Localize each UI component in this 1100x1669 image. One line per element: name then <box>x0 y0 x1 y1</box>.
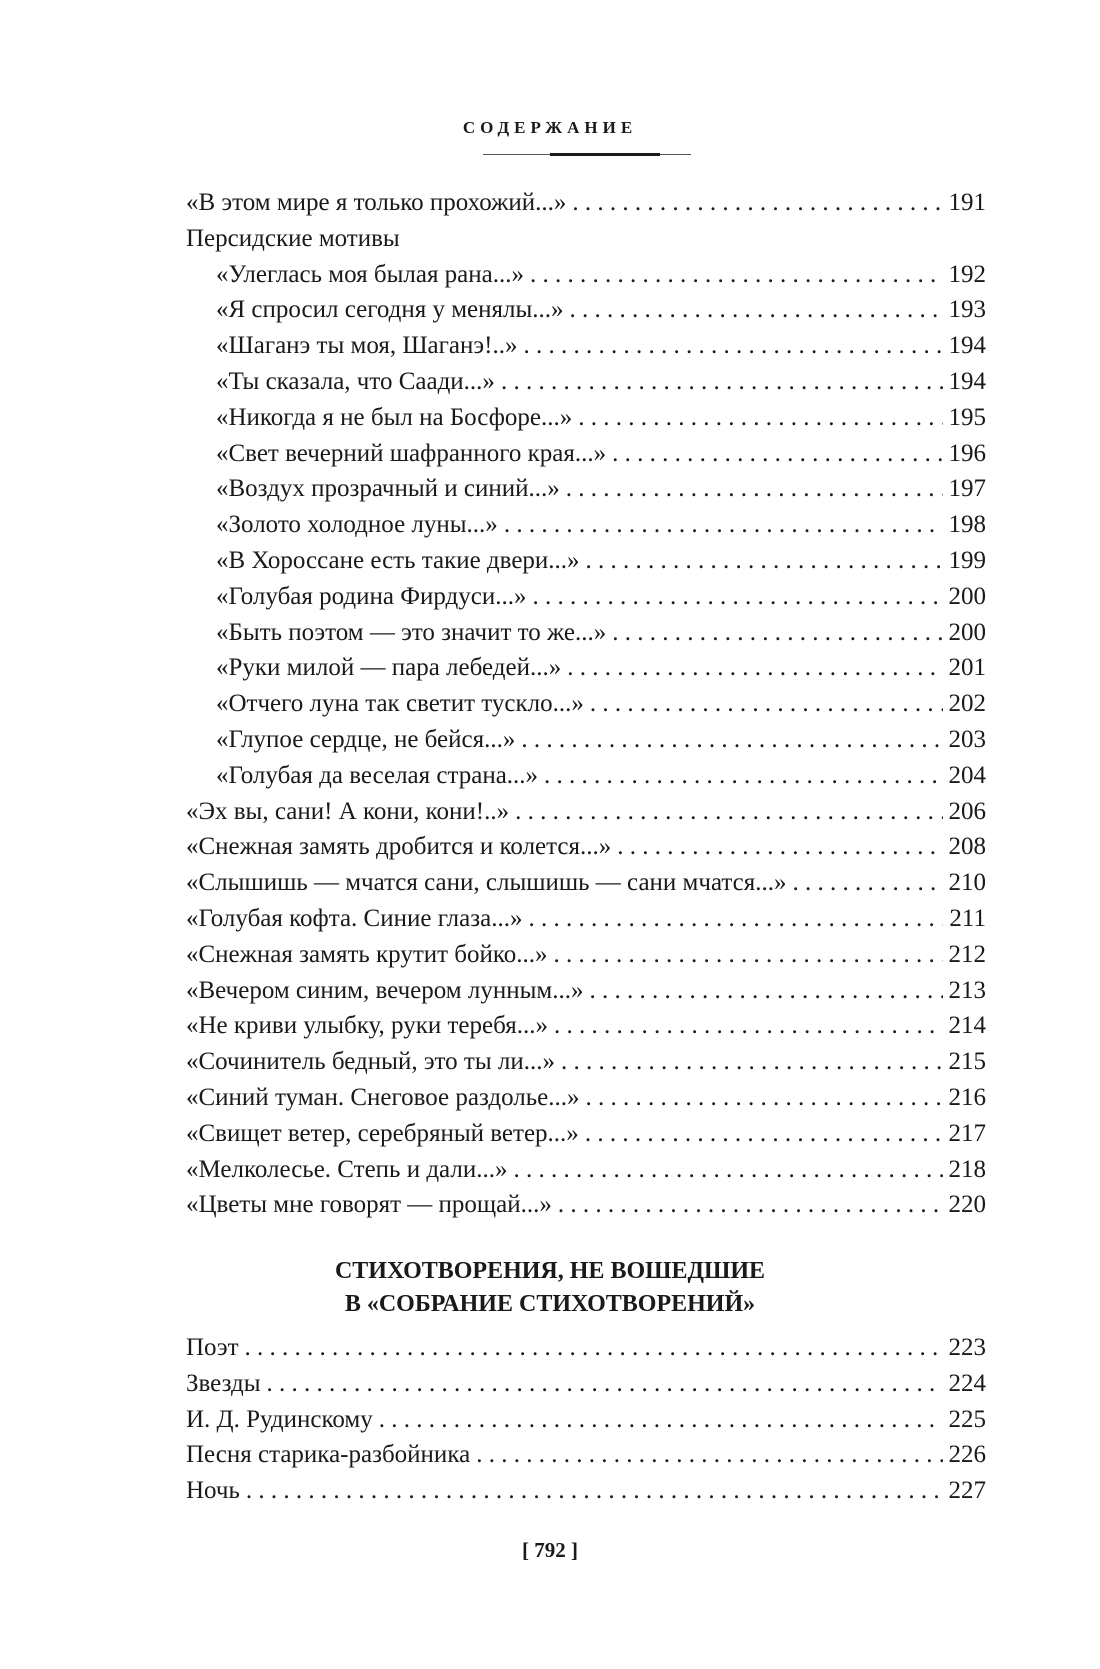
toc-entry-title: Персидские мотивы <box>186 224 400 252</box>
toc-dot-leader <box>558 1187 943 1223</box>
toc-entry-page: 201 <box>948 654 986 682</box>
toc-entry-title: «Быть поэтом — это значит то же...» <box>216 618 607 646</box>
toc-entry-page: 194 <box>948 367 986 395</box>
toc-entry-title: «Голубая родина Фирдуси...» <box>216 582 527 610</box>
toc-entry-page: 206 <box>948 797 986 825</box>
toc-entry-page: 208 <box>948 833 986 861</box>
toc-entry <box>186 1330 986 1366</box>
toc-entry-title: Ночь <box>186 1477 240 1505</box>
toc-entry-page: 200 <box>948 618 986 646</box>
toc-entry <box>186 829 986 865</box>
toc-entry-page: 223 <box>948 1334 986 1361</box>
toc-dot-leader <box>612 615 942 651</box>
section-heading-line-2: В «СОБРАНИЕ СТИХОТВОРЕНИЙ» <box>344 1291 756 1317</box>
toc-dot-leader <box>476 1437 942 1473</box>
toc-entry <box>186 1437 986 1473</box>
toc-entry-title: «В Хороссане есть такие двери...» <box>216 546 580 574</box>
toc-block-2 <box>186 1330 986 1509</box>
toc-dot-leader <box>513 1152 942 1188</box>
toc-dot-leader <box>567 650 942 686</box>
toc-dot-leader <box>528 901 943 937</box>
toc-dot-leader <box>246 1473 943 1509</box>
toc-dot-leader <box>586 1080 943 1116</box>
toc-dot-leader <box>792 865 942 901</box>
toc-entry-page: 226 <box>948 1441 986 1469</box>
toc-entry-title: Поэт <box>186 1334 239 1361</box>
toc-dot-leader <box>544 758 942 794</box>
toc-entry-page: 218 <box>948 1155 986 1183</box>
toc-entry-page: 227 <box>948 1477 986 1505</box>
page-number: [ 792 ] <box>522 1538 578 1562</box>
toc-entry-title: «В этом мире я только прохожий...» <box>186 189 567 216</box>
toc-entry-page: 225 <box>948 1405 986 1433</box>
toc-dot-leader <box>586 543 943 579</box>
toc-entry-title: «Голубая кофта. Синие глаза...» <box>186 904 523 932</box>
toc-entry <box>186 471 986 507</box>
toc-entry-title: «Синий туман. Снеговое раздолье...» <box>186 1083 580 1111</box>
toc-entry-page: 191 <box>948 189 986 216</box>
toc-entry-title: «Свищет ветер, серебряный ветер...» <box>186 1119 579 1147</box>
toc-entry-page: 215 <box>948 1048 986 1076</box>
toc-entry-title: «Мелколесье. Степь и дали...» <box>186 1155 508 1183</box>
toc-entry <box>186 615 986 651</box>
toc-dot-leader <box>515 794 942 830</box>
toc-dot-leader <box>578 400 942 436</box>
toc-entry <box>186 185 986 221</box>
toc-entry-page: 197 <box>948 475 986 503</box>
toc-entry-page: 192 <box>948 260 986 288</box>
toc-dot-leader <box>566 471 943 507</box>
toc-entry <box>186 400 986 436</box>
toc-entry-title: «Не криви улыбку, руки теребя...» <box>186 1012 548 1040</box>
toc-dot-leader <box>523 328 942 364</box>
toc-entry-page: 193 <box>948 296 986 324</box>
toc-entry <box>186 1116 986 1152</box>
toc-dot-leader <box>504 507 943 543</box>
toc-entry-page: 210 <box>948 869 986 897</box>
toc-entry-page: 214 <box>948 1012 986 1040</box>
toc-entry <box>186 901 986 937</box>
toc-entry-page: 195 <box>948 403 986 431</box>
toc-entry-title: «Никогда я не был на Босфоре...» <box>216 403 573 431</box>
toc-entry-page: 194 <box>948 332 986 360</box>
toc-entry-title: «Снежная замять дробится и колется...» <box>186 833 612 861</box>
toc-block-1 <box>186 185 986 1223</box>
toc-dot-leader <box>267 1366 943 1402</box>
toc-entry-title: «Вечером синим, вечером лунным...» <box>186 976 584 1004</box>
toc-entry <box>186 758 986 794</box>
toc-entry-title: «Снежная замять крутит бойко...» <box>186 940 548 968</box>
toc-entry-page: 196 <box>948 439 986 467</box>
toc-entry-title: «Эх вы, сани! А кони, кони!..» <box>186 797 510 825</box>
toc-entry <box>186 579 986 615</box>
toc-dot-leader <box>521 722 942 758</box>
toc-dot-leader <box>617 829 942 865</box>
toc-entry-title: «Глупое сердце, не бейся...» <box>216 725 516 753</box>
toc-entry-page: 224 <box>948 1369 986 1397</box>
toc-entry <box>186 328 986 364</box>
toc-entry-page: 203 <box>948 725 986 753</box>
toc-entry-title: «Я спросил сегодня у менялы...» <box>216 296 564 324</box>
toc-entry-page: 213 <box>948 976 986 1004</box>
toc-entry-title: «Отчего луна так светит тускло...» <box>216 690 584 718</box>
toc-entry-title: «Слышишь — мчатся сани, слышишь — сани мчатся...» <box>186 869 787 897</box>
running-head-rule-accent <box>550 153 660 156</box>
toc-entry-page: 202 <box>948 690 986 718</box>
toc-entry-page: 212 <box>948 940 986 968</box>
toc-entry-title: «Ты сказала, что Саади...» <box>216 367 495 395</box>
toc-dot-leader <box>554 937 943 973</box>
toc-entry-title: И. Д. Рудинскому <box>186 1405 373 1433</box>
toc-dot-leader <box>572 185 942 221</box>
toc-dot-leader <box>589 973 942 1009</box>
toc-entry <box>186 650 986 686</box>
toc-entry-page: 200 <box>948 582 986 610</box>
toc-entry <box>186 1187 986 1223</box>
toc-dot-leader <box>533 579 943 615</box>
running-head: СОДЕРЖАНИЕ <box>462 118 638 137</box>
section-heading <box>0 1255 1100 1321</box>
toc-entry-page: 199 <box>948 546 986 574</box>
toc-dot-leader <box>585 1116 943 1152</box>
toc-entry <box>186 794 986 830</box>
toc-entry-page: 216 <box>948 1083 986 1111</box>
toc-entry <box>186 364 986 400</box>
toc-dot-leader <box>554 1008 943 1044</box>
toc-entry <box>186 1008 986 1044</box>
toc-dot-leader <box>245 1330 943 1366</box>
toc-entry-page: 211 <box>949 904 986 932</box>
toc-entry-page: 217 <box>948 1119 986 1147</box>
toc-entry-title: «Золото холодное луны...» <box>216 511 498 539</box>
toc-entry <box>186 937 986 973</box>
toc-dot-leader <box>590 686 943 722</box>
toc-entry <box>186 436 986 472</box>
toc-entry <box>186 257 986 293</box>
toc-entry <box>186 1080 986 1116</box>
toc-dot-leader <box>561 1044 943 1080</box>
toc-entry-title: «Голубая да веселая страна...» <box>216 761 539 789</box>
toc-entry <box>186 973 986 1009</box>
toc-dot-leader <box>530 257 942 293</box>
toc-entry-title: Звезды <box>186 1369 261 1397</box>
toc-entry <box>186 292 986 328</box>
toc-entry <box>186 507 986 543</box>
toc-entry-title: «Руки милой — пара лебедей...» <box>216 654 562 682</box>
toc-entry-page: 220 <box>948 1191 986 1219</box>
toc-dot-leader <box>570 292 943 328</box>
toc-entry <box>186 686 986 722</box>
toc-entry-page: 204 <box>948 761 986 789</box>
toc-entry-title: «Цветы мне говорят — прощай...» <box>186 1191 552 1219</box>
toc-dot-leader <box>612 436 942 472</box>
toc-entry-title: «Шаганэ ты моя, Шаганэ!..» <box>216 332 518 360</box>
toc-group-heading <box>186 221 986 257</box>
toc-entry-title: «Свет вечерний шафранного края...» <box>216 439 607 467</box>
toc-entry <box>186 1402 986 1438</box>
toc-entry-title: Песня старика-разбойника <box>186 1441 471 1469</box>
toc-dot-leader <box>379 1402 943 1438</box>
toc-entry-title: «Сочинитель бедный, это ты ли...» <box>186 1048 555 1076</box>
toc-entry-page: 198 <box>948 511 986 539</box>
section-heading-line-1: СТИХОТВОРЕНИЯ, НЕ ВОШЕДШИЕ <box>334 1258 766 1284</box>
toc-entry-title: «Воздух прозрачный и синий...» <box>216 475 560 503</box>
toc-entry <box>186 1152 986 1188</box>
toc-entry <box>186 1044 986 1080</box>
toc-entry <box>186 1366 986 1402</box>
toc-entry <box>186 543 986 579</box>
toc-entry <box>186 865 986 901</box>
toc-entry-title: «Улеглась моя былая рана...» <box>216 260 525 288</box>
toc-entry <box>186 1473 986 1509</box>
toc-entry <box>186 722 986 758</box>
toc-dot-leader <box>501 364 943 400</box>
